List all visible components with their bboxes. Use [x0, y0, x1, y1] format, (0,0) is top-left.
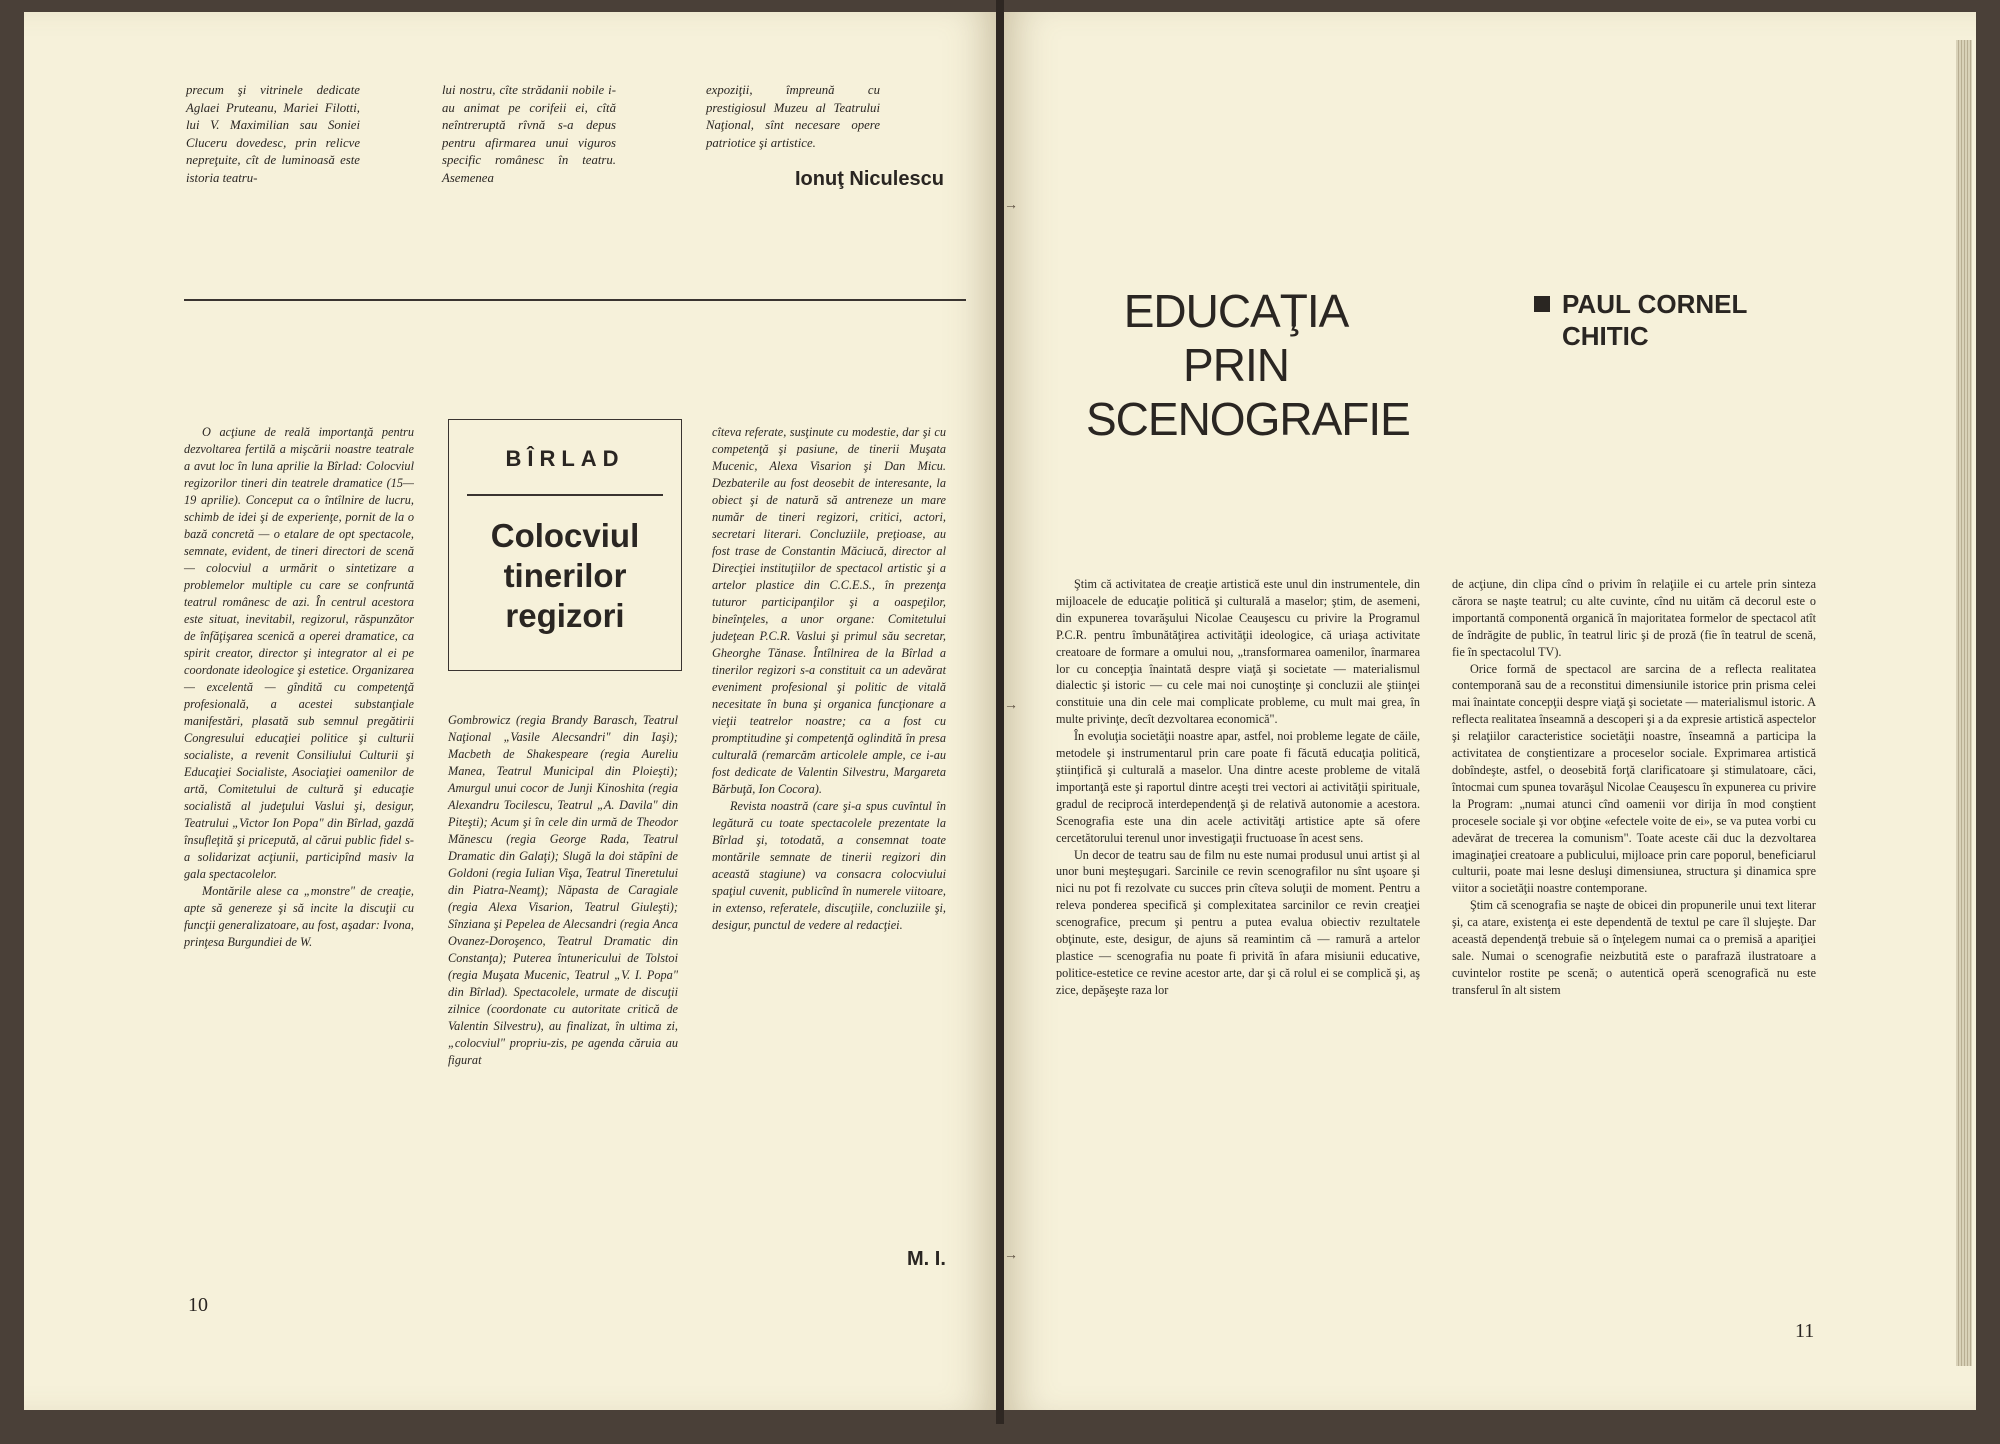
top-column-1: [186, 82, 360, 188]
article-column-left: [1056, 576, 1420, 999]
section-box: [448, 419, 682, 671]
box-title-line-1: Colocviul: [490, 516, 640, 554]
top-article-author: Ionuţ Niculescu: [795, 168, 944, 190]
article-column-3: [712, 424, 946, 934]
paragraph-1: Ştim că activitatea de creaţie artistică este unul din instrumentele, din mijloacele de educaţie politică şi culturală a maselor; ştim, de asemeni, din expunerea tovarăşului Nicolae Ceauşescu cu privire la Programul P.C.R. pentru îmbunătăţirea activităţii ideologice, că uriaşa activitate creatoare de formare a omului nou, „transformarea oamenilor, înarmarea lor cu concepţia înaintată despre viaţă şi societate — materialismul dialectic şi istoric — cu cele mai noi cunoştinţe şi concluzii ale ştiinţei constituie una din cele mai complicate probleme, cu mult mai grea, în multe privinţe, decît dezvoltarea economică".: [1056, 577, 1420, 727]
right-page: [1004, 12, 1976, 1410]
top-column-3-text: expoziţii, împreună cu prestigiosul Muzeu al Teatrului Naţional, sînt necesare opere patriotice şi artistice.: [706, 83, 880, 150]
binding-marker-middle: →: [1004, 698, 1018, 713]
box-kicker: BÎRLAD: [505, 446, 625, 471]
box-title: [449, 516, 681, 636]
paragraph-3: Un decor de teatru sau de film nu este numai produsul unui artist şi al unor buni meşteşugari. Sarcinile ce revin scenografilor nu sînt uşoare şi nici nu pot fi rezolvate cu succes prin cîteva soluţii de moment. Pentru a releva ponderea specifică şi complexitatea sarcinilor ce revin creaţiei scenografice, precum şi pentru a putea evalua obiectiv rezultatele obţinute, este, desigur, de ajuns să reamintim că — ramură a artelor plastice — scenografia nu poate fi privită în afara misiunii educative, politice-estetice ce revine acestor arte, dar şi că rolul ei se complică şi, aş zice, depăşeşte raza lor: [1056, 847, 1420, 997]
headline-line-1: EDUCAŢIA: [1123, 285, 1349, 337]
page-number-left: 10: [188, 1294, 208, 1316]
paragraph-4: de acţiune, din clipa cînd o privim în relaţiile ei cu artele prin sinteza cărora se naşte teatrul; cu alte cuvinte, cînd nu uităm că decorul este o importantă componentă organică în majoritatea formelor de spectacol atît de îndrăgite de public, în teatrul liric şi de proză (fie în teatrul de scenă, fie în spectacolul TV).: [1452, 577, 1816, 659]
box-separator: [467, 494, 663, 496]
article-column-right: [1452, 576, 1816, 999]
page-edge: [1956, 40, 1972, 1366]
paragraph-6: Ştim că scenografia se naşte de obicei din propunerile unui text literar şi, ca atare, existenţa ei este dependentă de textul pe care îl slujeşte. Dar această dependenţă trebuie să o înţelegem numai ca o premisă a apariţiei sale. Numai o scenografie neizbutită este o parafrază ilustratoare a cuvintelor rostite pe scenă; o autentică operă scenografică nu este transferul în alt sistem: [1452, 898, 1816, 997]
top-column-2: [442, 82, 616, 188]
top-column-3: [706, 82, 880, 152]
article-column-1-text-b: Montările alese ca „monstre" de creaţie, apte să genereze şi să incite la discuţii cu funcţii generalizatoare, au fost, aşadar: Ivona, prinţesa Burgundiei de W.: [184, 884, 414, 949]
binding-marker-bottom: →: [1004, 1248, 1018, 1263]
page-number-right: 11: [1795, 1320, 1815, 1342]
article-column-1: [184, 424, 414, 951]
headline-line-3: SCENOGRAFIE: [1086, 393, 1410, 445]
top-column-2-text: lui nostru, cîte strădanii nobile i-au animat pe corifeii ei, cîtă neîntreruptă rîvnă s-a depus pentru afirmarea unui viguros specific românesc în teatru. Asemenea: [442, 83, 616, 185]
byline-line-1: PAUL CORNEL: [1562, 289, 1748, 319]
article-column-3-text-b: Revista noastră (care şi-a spus cuvîntul în legătură cu toate spectacolele prezentate la Bîrlad şi, totodată, a consemnat toate montările semnate de tinerii regizori din această stagiune) va consacra colocviului spaţiul cuvenit, publicînd în numerele viitoare, in extenso, referatele, discuţiile, concluziile şi, desigur, punctul de vedere al redacţiei.: [712, 799, 946, 932]
article-column-3-text: cîteva referate, susţinute cu modestie, dar şi cu competenţă şi pasiune, de tinerii Muşata Mucenic, Alexa Visarion şi Dan Micu. Dezbaterile au fost deosebit de interesante, la obiect şi de natură să antreneze un mare număr de tineri regizori, critici, actori, secretari literari. Concluziile, preţioase, au fost trase de Constantin Măciucă, director al Direcţiei instituţiilor de spectacol artistic şi a artelor plastice din C.C.E.S., în prezenţa tuturor participanţilor şi a oaspeţilor, bineînţeles, a unor organe: Comitetului judeţean P.C.R. Vaslui şi primul său secretar, Gheorghe Tănase. Întîlnirea de la Bîrlad a tinerilor regizori s-a constituit ca un adevărat eveniment profesional şi politic de vitală necesitate în buna şi organica funcţionare a vieţii teatrelor noastre; ca a fost cu promptitudine şi competenţă oglindită în presa culturală (remarcăm articolele ample, ce i-au fost dedicate de Valentin Silvestru, Margareta Bărbuţă, Ion Cocora).: [712, 425, 946, 796]
headline-line-2: PRIN: [1183, 339, 1289, 391]
paragraph-5: Orice formă de spectacol are sarcina de a reflecta realitatea contemporană sau de a reconstitui dimensiunile istorice prin prisma celei mai înaintate concepţii despre viaţă şi societate — materialismul istoric. A reflecta realitatea înseamnă a descoperi şi a da expresie artistică aspectelor şi relaţiilor caracteristice societăţii noastre, înseamnă a participa la activitatea de conştientizare a proceselor sociale. Exprimarea artistică dobîndeşte, astfel, o deosebită forţă clarificatoare şi stimulatoare, căci, întocmai cum spunea tovarăşul Nicolae Ceauşescu în expunerea cu privire la Program: „numai atunci cînd oamenii vor dirija în mod conştient procesele sociale şi vor obţine «efectele voite de ei», se va putea vorbi cu adevărat de trecerea la comunism". Toate aceste căi duc la dezvoltarea imaginaţiei creatoare a publicului, mijloace prin care poporul, beneficiarul culturii, poate mai lesne desluşi dimensiunea, structura şi dinamica spre viitor a societăţii noastre contemporane.: [1452, 661, 1816, 896]
article-author: M. I.: [907, 1248, 946, 1270]
box-title-line-3: regizori: [505, 596, 625, 634]
top-column-1-text: precum şi vitrinele dedicate Aglaei Pruteanu, Mariei Filotti, lui V. Maximilian sau Soniei Cluceru dovedesc, prin relicve nepreţuite, cît de luminoasă este istoria teatru-: [186, 83, 360, 185]
box-title-line-2: tinerilor: [503, 556, 627, 594]
article-column-2-text: Gombrowicz (regia Brandy Barasch, Teatrul Naţional „Vasile Alecsandri" din Iaşi); Macbeth de Shakespeare (regia Aureliu Manea, Teatrul Municipal din Ploieşti); Amurgul unui cocor de Junji Kinoshita (regia Alexandru Tocilescu, Teatrul „A. Davila" din Piteşti); Acum şi în cele din urmă de Theodor Mănescu (regia George Rada, Teatrul Dramatic din Galaţi); Slugă la doi stăpîni de Goldoni (regia Iulian Vişa, Teatrul Tineretului din Piatra-Neamţ); Năpasta de Caragiale (regia Alexa Visarion, Teatrul Giuleşti); Sînziana şi Pepelea de Alecsandri (regia Anca Ovanez-Doroşenco, Teatrul Dramatic din Constanţa); Puterea întunericului de Tolstoi (regia Muşata Mucenic, Teatrul „V. I. Popa" din Bîrlad). Spectacolele, urmate de discuţii zilnice (coordonate cu autoritate critică de Valentin Silvestru), au finalizat, în ultima zi, „colocviul" propriu-zis, pe agenda căruia au figurat: [448, 713, 678, 1067]
byline-line-2: CHITIC: [1562, 321, 1649, 351]
square-bullet-icon: [1534, 296, 1550, 312]
book-gutter: [996, 0, 1004, 1424]
article-headline: [1086, 284, 1410, 446]
section-divider: [184, 299, 966, 301]
left-page: [24, 12, 996, 1410]
article-column-1-text: O acţiune de reală importanţă pentru dezvoltarea fertilă a mişcării noastre teatrale a avut loc în luna aprilie la Bîrlad: Colocviul regizorilor tineri din teatrele dramatice (15—19 aprilie). Conceput ca o întîlnire de lucru, schimb de idei şi de experienţe, pornit de la o bază concretă — o etalare de opt spectacole, semnate, evident, de tineri directori de scenă — colocviul a urmărit o sintetizare a problemelor multiple cu care se confruntă teatrul românesc de azi. În centrul acestora este situat, inevitabil, regizorul, răspunzător de înfăţişarea scenică a operei dramatice, ca spirit creator, director şi integrator al ei pe coordonate ideologice şi estetice. Organizarea — excelentă — gîndită cu competenţă profesională, a acestei substanţiale manifestări, plasată sub semnul pregătirii Congresului educaţiei politice şi culturii socialiste, a revenit Consiliului Culturii şi Educaţiei Socialiste, Asociaţiei oamenilor de artă, Comitetului de cultură şi educaţie socialistă al judeţului Vaslui şi, desigur, Teatrului „Victor Ion Popa" din Bîrlad, gazdă însufleţită şi pricepută, al cărui public fidel s-a solidarizat acţiunii, participînd masiv la gala spectacolelor.: [184, 425, 414, 881]
article-column-2: [448, 712, 678, 1069]
article-byline: [1534, 288, 1747, 352]
binding-marker-top: →: [1004, 198, 1018, 213]
paragraph-2: În evoluţia societăţii noastre apar, astfel, noi probleme legate de căile, metodele şi instrumentarul prin care poate fi făcută educaţia politică, ştiinţifică şi culturală a maselor. Una dintre aceste probleme de vitală importanţă este şi raportul dintre aceşti trei vectori ai activităţii spirituale, gradul de reciprocă interdependenţă şi de relativă autonomie a acestora. Scenografia este una din acele activităţi artistice apte să ofere cercetătorului terenul unor investigaţii fructuoase în acest sens.: [1056, 729, 1420, 845]
